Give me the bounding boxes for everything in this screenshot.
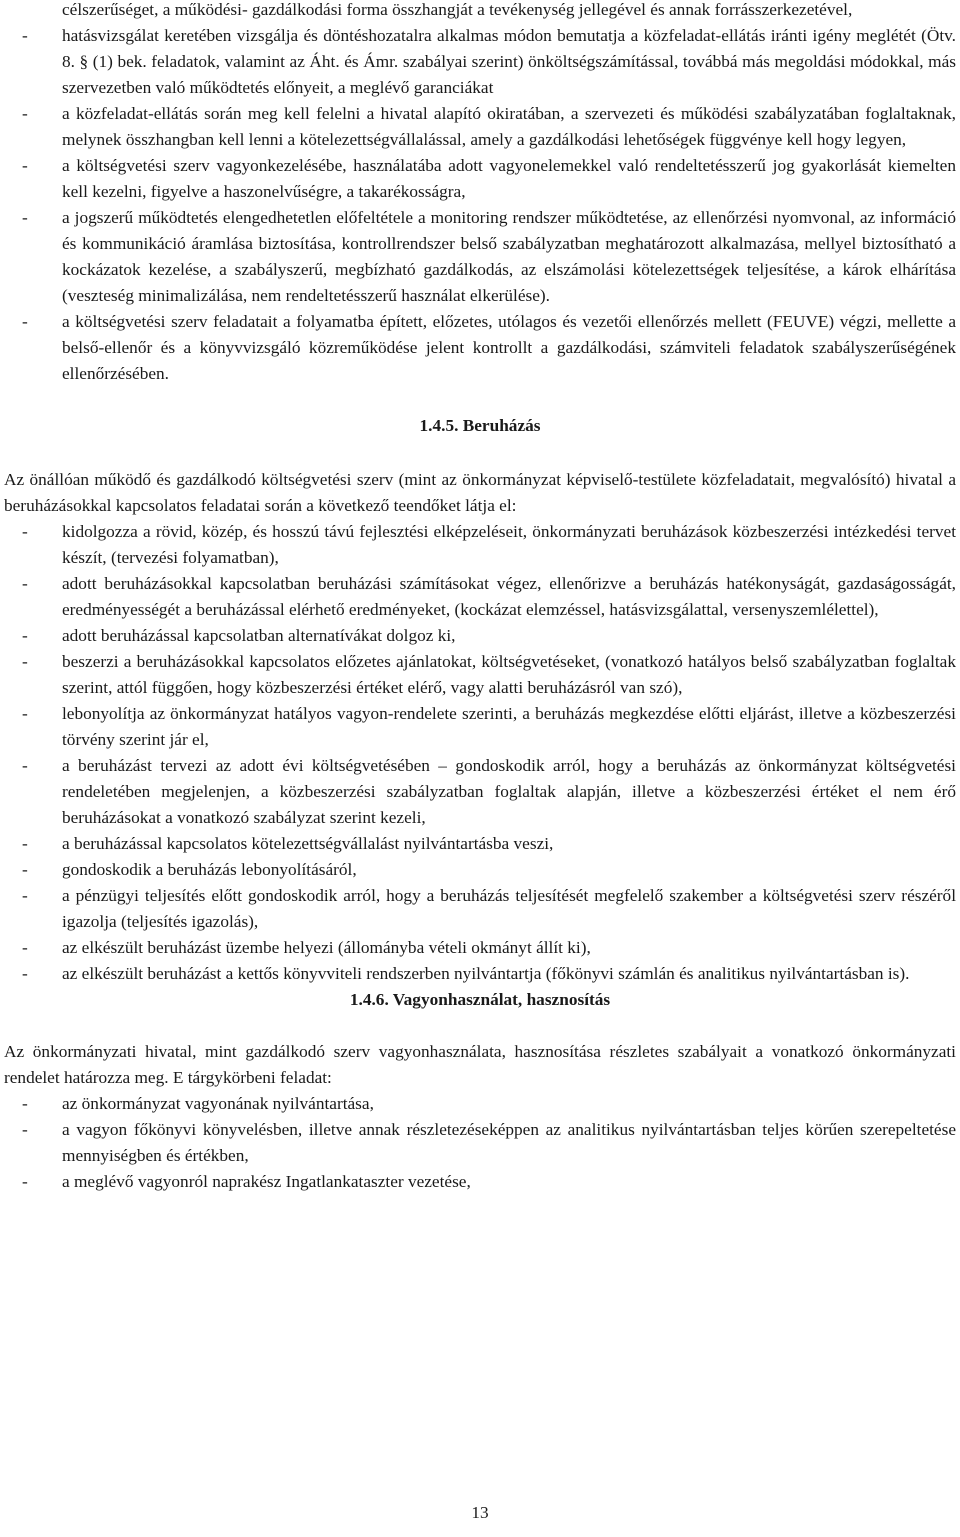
- list-item-text: lebonyolítja az önkormányzat hatályos vagyon-rendelete szerinti, a beruházás megkezdése előtti eljárást, illetve a közbeszerzési törvény szerint jár el,: [62, 704, 956, 749]
- list-item-text: beszerzi a beruházásokkal kapcsolatos előzetes ajánlatokat, költségvetéseket, (vonatkozó hatályos belső szabályzatban foglaltak szerint, attól függően, hogy közbeszerzési értéket elérő, vagy alatti beruházásról van szó),: [62, 652, 956, 697]
- list-dash: -: [22, 156, 28, 175]
- bullet-list-1: [0, 23, 960, 387]
- list-dash: -: [22, 522, 28, 541]
- list-item-text: az elkészült beruházást üzembe helyezi (állományba vételi okmányt állít ki),: [62, 938, 591, 957]
- list-item-text: a közfeladat-ellátás során meg kell felelni a hivatal alapító okiratában, a szervezeti és működési szabályzatában foglaltaknak, melynek összhangban kell lenni a kötelezettségvállalással, amely a gazdálkodási lehetőségek függvénye kell hogy legyen,: [62, 104, 956, 149]
- list-dash: -: [22, 860, 28, 879]
- list-item-text: a vagyon főkönyvi könyvelésben, illetve annak részletezéseképpen az analitikus nyilvántartásban teljes körűen szerepeltetése mennyiségben és értékben,: [62, 1120, 956, 1165]
- bullet-list-vagyonhasznalat: [0, 1091, 960, 1195]
- list-dash: -: [22, 1172, 28, 1191]
- list-item-text: az elkészült beruházást a kettős könyvviteli rendszerben nyilvántartja (főkönyvi számlán és analitikus nyilvántartásban is).: [62, 964, 910, 983]
- section-intro-vagyonhasznalat: Az önkormányzati hivatal, mint gazdálkodó szerv vagyonhasználata, hasznosítása részletes szabályait a vonatkozó önkormányzati rendelet határozza meg. E tárgykörbeni feladat:: [4, 1042, 956, 1087]
- list-dash: -: [22, 574, 28, 593]
- section-heading-vagyonhasznalat: 1.4.6. Vagyonhasználat, hasznosítás: [349, 990, 611, 1009]
- list-item-text: a pénzügyi teljesítés előtt gondoskodik arról, hogy a beruházás teljesítését megfelelő szakember a költségvetési szerv részéről igazolja (teljesítés igazolás),: [62, 886, 956, 931]
- list-item: [0, 701, 960, 753]
- list-item-text: a költségvetési szerv feladatait a folyamatba épített, előzetes, utólagos és vezetői ellenőrzés mellett (FEUVE) végzi, mellette a belső-ellenőr és a könyvvizsgáló közreműködése jelent kontrollt a gazdálkodási, számviteli feladatok szabályszerűségének ellenőrzésében.: [62, 312, 956, 383]
- list-dash: -: [22, 1120, 28, 1139]
- list-item: [0, 1091, 960, 1117]
- list-item: [0, 571, 960, 623]
- list-item: [0, 753, 960, 831]
- page-number: 13: [471, 1503, 489, 1522]
- list-item-text: kidolgozza a rövid, közép, és hosszú távú fejlesztési elképzeléseit, önkormányzati beruházások közbeszerzési intézkedési tervet készít, (tervezési folyamatban),: [62, 522, 956, 567]
- list-item: [0, 883, 960, 935]
- list-item: [0, 153, 960, 205]
- section-heading-beruhazas: 1.4.5. Beruházás: [419, 416, 541, 435]
- list-dash: -: [22, 886, 28, 905]
- list-item: [0, 205, 960, 309]
- list-dash: -: [22, 652, 28, 671]
- list-dash: -: [22, 756, 28, 775]
- list-item-text: adott beruházással kapcsolatban alternatívákat dolgoz ki,: [62, 626, 456, 645]
- list-item: [0, 1117, 960, 1169]
- list-dash: -: [22, 26, 28, 45]
- list-dash: -: [22, 104, 28, 123]
- list-item-text: a meglévő vagyonról naprakész Ingatlankataszter vezetése,: [62, 1172, 471, 1191]
- list-item: [0, 519, 960, 571]
- list-item-text: hatásvizsgálat keretében vizsgálja és döntéshozatalra alkalmas módon bemutatja a közfeladat-ellátás iránti igény meglétét (Ötv. 8. § (1) bek. feladatok, valamint az Áht. és Ámr. szabályai szerint) önköltségszámítással, továbbá más megoldási módokkal, más szervezetben való működtetés előnyeit, a meglévő garanciákat: [62, 26, 956, 97]
- list-item: [0, 23, 960, 101]
- bullet-list-beruhazas: [0, 519, 960, 987]
- list-item-text: az önkormányzat vagyonának nyilvántartása,: [62, 1094, 374, 1113]
- list-item: [0, 961, 960, 987]
- list-item: [0, 1169, 960, 1195]
- section-intro-beruhazas: Az önállóan működő és gazdálkodó költségvetési szerv (mint az önkormányzat képviselő-testülete közfeladatait, megvalósító) hivatal a beruházásokkal kapcsolatos feladatai során a következő teendőket látja el:: [4, 470, 956, 515]
- list-item-text: a költségvetési szerv vagyonkezelésébe, használatába adott vagyonelemekkel való rendeltetésszerű jog gyakorlását kiemelten kell kezelni, figyelve a haszonelvűségre, a takarékosságra,: [62, 156, 956, 201]
- list-item: [0, 623, 960, 649]
- list-item-text: adott beruházásokkal kapcsolatban beruházási számításokat végez, ellenőrizve a beruházás hatékonyságát, gazdaságosságát, eredményességét a beruházással elérhető eredményeket, (kockázat elemzéssel, hatásvizsgálattal, versenyszemlélettel),: [62, 574, 956, 619]
- list-item: [0, 101, 960, 153]
- list-item: [0, 831, 960, 857]
- list-dash: -: [22, 938, 28, 957]
- list-dash: -: [22, 208, 28, 227]
- continuation-text: célszerűséget, a működési- gazdálkodási forma összhangját a tevékenység jellegével és annak forrásszerkezetével,: [62, 0, 853, 19]
- list-item: [0, 649, 960, 701]
- list-item-text: gondoskodik a beruházás lebonyolításáról,: [62, 860, 357, 879]
- list-item: [0, 309, 960, 387]
- list-dash: -: [22, 626, 28, 645]
- list-dash: -: [22, 312, 28, 331]
- list-item-text: a jogszerű működtetés elengedhetetlen előfeltétele a monitoring rendszer működtetése, az ellenőrzési nyomvonal, az információ és kommunikáció áramlása biztosítása, kontrollrendszer belső szabályzatban meghatározott alkalmazása, mellyel biztosítható a kockázatok kezelése, a szabályszerű, megbízható gazdálkodás, az elszámolási kötelezettségek teljesítése, a károk elhárítása (veszteség minimalizálása, nem rendeltetésszerű használat elkerülése).: [62, 208, 956, 305]
- list-dash: -: [22, 704, 28, 723]
- list-dash: -: [22, 964, 28, 983]
- list-item: [0, 857, 960, 883]
- list-dash: -: [22, 834, 28, 853]
- list-dash: -: [22, 1094, 28, 1113]
- list-item-text: a beruházással kapcsolatos kötelezettségvállalást nyilvántartásba veszi,: [62, 834, 554, 853]
- list-item: [0, 935, 960, 961]
- list-item-text: a beruházást tervezi az adott évi költségvetésében – gondoskodik arról, hogy a beruházás az önkormányzat költségvetési rendeletében megjelenjen, a közbeszerzési szabályzatban foglaltak alapján, illetve a közbeszerzési értéket el nem érő beruházásokat a vonatkozó szabályzat szerint kezeli,: [62, 756, 956, 827]
